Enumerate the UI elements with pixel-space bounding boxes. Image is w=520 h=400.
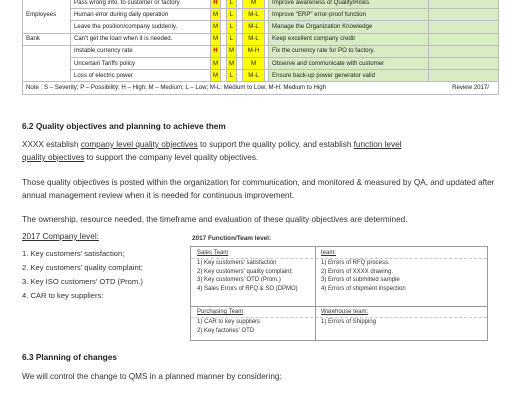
- risk-action: Ensure back-up power generator valid: [269, 70, 429, 82]
- risk-legend-note: Note : S – Severity; P – Possibility; H – High; M – Medium; L – Low; M-L: Medium to Low; M-H: Medium to High: [26, 84, 327, 92]
- risk-row: [23, 9, 499, 21]
- purchasing-team-cell: [197, 308, 313, 335]
- risk-action: Manage the Organization Knowledge: [269, 21, 429, 33]
- severity-value: M: [211, 33, 221, 45]
- risk-description: Uncertain Tariffs policy: [71, 57, 211, 69]
- team-item: 4) Errors of shipment inspection: [321, 286, 406, 293]
- warehouse-team-cell: [321, 308, 483, 327]
- team-head: team:: [321, 250, 337, 256]
- possibility-value: M: [227, 45, 237, 57]
- risk-status: [429, 33, 499, 45]
- risk-description: Can't get the loan when it is needed.: [71, 33, 211, 45]
- risk-description: Human error during daily operation: [71, 9, 211, 21]
- team-item: 1) Errors of RFQ process.: [321, 259, 390, 266]
- objectives-paragraph-2: Those quality objectives is posted within the organization for communication, and monitored & measured by QA, and updated after annual management review when it is needed for continuous improvement.: [22, 178, 495, 200]
- objectives-paragraph-3: The ownership, resource needed, the timeframe and evaluation of these quality objectives are determined.: [22, 215, 408, 224]
- risk-status: [429, 9, 499, 21]
- sales-item: 1) Key customers' satisfaction: [197, 259, 277, 266]
- severity-value: M: [211, 9, 221, 21]
- risk-category: [23, 45, 71, 82]
- risk-description: Pass wrong info. to customer or factory: [71, 0, 211, 9]
- company-level-objectives-link[interactable]: company level quality objectives: [80, 140, 198, 149]
- warehouse-team-head: Warehouse team:: [321, 309, 369, 315]
- risk-action: Improve "ERP" error-proof function: [269, 9, 429, 21]
- team-item: 3) Errors of submitted sample: [321, 277, 400, 284]
- objectives-paragraph-1: XXXX establish company level quality objectives to support the quality policy, and establish function level quality objectives to support the company level quality objectives.: [22, 140, 402, 162]
- purchasing-item: 2) Key factories' OTD: [197, 327, 255, 334]
- team-cell: [321, 249, 483, 294]
- severity-value: M: [211, 70, 221, 82]
- risk-category: Bank: [23, 33, 71, 45]
- risk-status: [429, 70, 499, 82]
- risk-status: [429, 45, 499, 57]
- severity-value: H: [211, 45, 221, 57]
- possibility-value: L: [227, 21, 237, 33]
- sales-item: 3) Key customers' OTD (Prom.): [197, 277, 281, 284]
- risk-description: Leave the position/company suddenly.: [71, 21, 211, 33]
- changes-paragraph: We will control the change to QMS in a planned manner by considering:: [22, 372, 282, 381]
- risk-status: [429, 21, 499, 33]
- risk-status: [429, 57, 499, 69]
- risk-description: Instable currency rate: [71, 45, 211, 57]
- sales-team-head: Sales Team: [197, 250, 229, 256]
- warehouse-item: 1) Errors of Shipping: [321, 318, 377, 325]
- function-level-link[interactable]: function level: [353, 140, 402, 149]
- risk-row: [23, 21, 499, 33]
- possibility-value: L: [227, 9, 237, 21]
- risk-row: [23, 70, 499, 82]
- review-label: Review 2017/: [452, 84, 489, 92]
- sales-team-cell: [197, 249, 313, 294]
- section-6-2-heading: 6.2 Quality objectives and planning to achieve them: [22, 121, 226, 131]
- risk-row: [23, 33, 499, 45]
- risk-level-value: M-L: [243, 70, 265, 82]
- company-objective-item: 3. Key ISO customers' OTD (Prom.): [22, 277, 143, 286]
- team-item: 2) Errors of XXXX drawing.: [321, 268, 394, 275]
- company-objective-item: 1. Key customers' satisfaction;: [22, 249, 125, 258]
- possibility-value: L: [227, 0, 237, 9]
- risk-table: [22, 0, 499, 95]
- severity-value: H: [211, 0, 221, 9]
- sales-item: 4) Sales Errors of RFQ & SO (DPMO): [197, 286, 298, 293]
- risk-level-value: M: [243, 0, 265, 9]
- risk-level-value: M-L: [243, 9, 265, 21]
- risk-level-value: M-L: [243, 21, 265, 33]
- quality-objectives-link[interactable]: quality objectives: [22, 153, 85, 162]
- possibility-value: M: [227, 57, 237, 69]
- risk-action: Keep excellent company credit: [269, 33, 429, 45]
- risk-action: Observe and communicate with customer: [269, 57, 429, 69]
- company-level-title: 2017 Company level:: [22, 232, 99, 241]
- risk-note-row: [23, 82, 499, 95]
- risk-status: [429, 0, 499, 9]
- risk-level-value: M: [243, 57, 265, 69]
- section-6-3-heading: 6.3 Planning of changes: [22, 352, 117, 362]
- function-level-table: [190, 246, 488, 341]
- risk-row: [23, 45, 499, 57]
- risk-description: Loss of electric power: [71, 70, 211, 82]
- possibility-value: L: [227, 33, 237, 45]
- function-level-title: 2017 Function/Team level:: [192, 235, 272, 242]
- company-objective-item: 4. CAR to key suppliers:: [22, 291, 104, 300]
- risk-row: [23, 0, 499, 9]
- possibility-value: L: [227, 70, 237, 82]
- risk-row: [23, 57, 499, 69]
- risk-category: Employees: [23, 0, 71, 33]
- sales-item: 2) Key customers' quality complaint;: [197, 268, 293, 275]
- severity-value: M: [211, 21, 221, 33]
- purchasing-team-head: Purchasing Team: [197, 309, 244, 315]
- risk-action: Improve awareness of Quality/Risks: [269, 0, 429, 9]
- risk-level-value: M-L: [243, 33, 265, 45]
- purchasing-item: 1) CAR to key suppliers: [197, 318, 261, 325]
- risk-level-value: M-H: [243, 45, 265, 57]
- company-level-objectives: [22, 232, 182, 303]
- company-objective-item: 2. Key customers' quality complaint;: [22, 263, 143, 272]
- risk-action: Fix the currency rate for PO to factory.: [269, 45, 429, 57]
- severity-value: M: [211, 57, 221, 69]
